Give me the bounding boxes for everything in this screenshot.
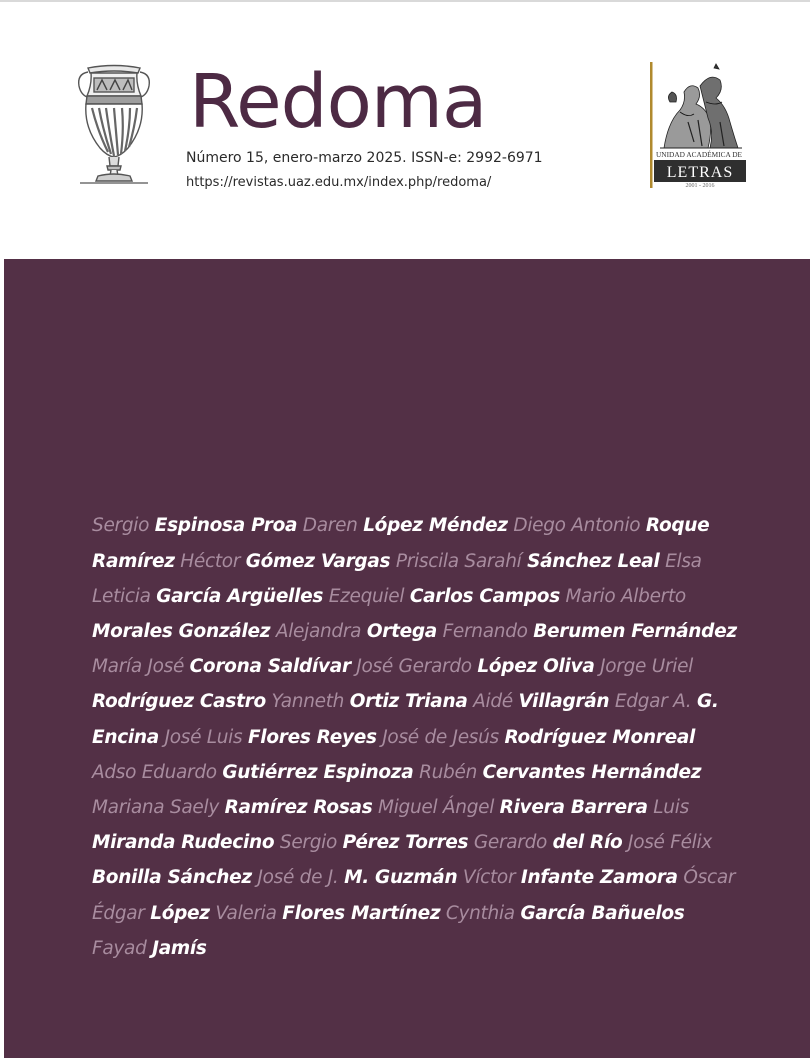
author-entry — [382, 727, 695, 748]
logo-years: 2001 - 2016 — [685, 183, 715, 188]
author-surname: Flores Martínez — [282, 902, 441, 924]
author-given-name: Sergio — [92, 515, 150, 537]
author-surname: Rodríguez Monreal — [504, 726, 696, 748]
author-given-name: Víctor — [462, 867, 516, 889]
author-entry — [473, 691, 609, 712]
author-surname: Espinosa Proa — [154, 515, 298, 537]
author-list — [92, 508, 742, 966]
author-surname: Cervantes Hernández — [482, 761, 702, 783]
author-given-name: José Luis — [164, 726, 243, 748]
author-entry — [165, 727, 377, 748]
author-surname: Berumen Fernández — [533, 620, 737, 642]
author-surname: Rodríguez Castro — [92, 691, 266, 713]
author-surname: del Río — [552, 832, 623, 854]
author-entry — [92, 515, 297, 536]
author-entry — [280, 832, 468, 853]
author-given-name: José de Jesús — [382, 726, 499, 748]
author-surname: Pérez Torres — [342, 832, 469, 854]
author-entry — [446, 903, 685, 924]
author-entry — [180, 551, 390, 572]
author-entry — [271, 691, 467, 712]
author-surname: García Bañuelos — [520, 902, 685, 924]
author-given-name: Gerardo — [473, 832, 548, 854]
author-surname: Corona Saldívar — [189, 656, 351, 678]
author-entry — [419, 762, 701, 783]
author-entry — [276, 621, 437, 642]
author-given-name: Fernando — [442, 620, 528, 642]
author-given-name: Ezequiel — [328, 585, 405, 607]
author-entry — [92, 797, 372, 818]
author-surname: Infante Zamora — [520, 867, 678, 889]
author-given-name: Elsa Leticia — [92, 550, 702, 607]
author-surname: Bonilla Sánchez — [92, 867, 252, 889]
author-surname: Villagrán — [518, 691, 610, 713]
journal-title: Redoma — [189, 59, 487, 145]
author-entry — [463, 867, 678, 888]
author-entry — [443, 621, 737, 642]
author-entry — [378, 797, 648, 818]
author-surname: López — [150, 902, 210, 924]
author-surname: M. Guzmán — [344, 867, 458, 889]
author-surname: Flores Reyes — [247, 726, 377, 748]
author-entry — [257, 867, 457, 888]
author-entry — [329, 586, 560, 607]
author-surname: Ortega — [366, 620, 437, 642]
author-given-name: Mariana Saely — [92, 796, 219, 818]
author-given-name: José de J. — [257, 867, 339, 889]
author-entry — [474, 832, 623, 853]
author-surname: Carlos Campos — [409, 585, 560, 607]
author-entry — [92, 938, 207, 959]
author-given-name: Luis — [653, 796, 689, 818]
author-surname: G. Encina — [92, 691, 719, 748]
author-surname: Jamís — [152, 937, 207, 959]
author-entry — [396, 551, 660, 572]
author-surname: Morales González — [92, 620, 271, 642]
author-given-name: Aidé — [473, 691, 513, 713]
author-entry — [215, 903, 440, 924]
author-surname: Ortiz Triana — [349, 691, 468, 713]
issue-line: Número 15, enero-marzo 2025. ISSN-e: 2992-6971 — [186, 150, 543, 166]
author-given-name: José Gerardo — [356, 656, 472, 678]
author-surname: Gutiérrez Espinoza — [222, 761, 414, 783]
author-given-name: Yanneth — [271, 691, 345, 713]
author-entry — [92, 656, 351, 677]
author-entry — [303, 515, 508, 536]
author-given-name: Fayad — [92, 937, 147, 959]
author-given-name: Cynthia — [445, 902, 515, 924]
author-given-name: Priscila Sarahí — [395, 550, 522, 572]
author-given-name: Adso Eduardo — [92, 761, 217, 783]
cover-header — [0, 2, 810, 257]
author-given-name: Daren — [302, 515, 358, 537]
author-given-name: Jorge Uriel — [600, 656, 694, 678]
logo-caption-big: LETRAS — [666, 164, 734, 181]
author-given-name: José Félix — [628, 832, 712, 854]
author-surname: Rivera Barrera — [499, 796, 648, 818]
author-given-name: Alejandra — [275, 620, 362, 642]
journal-url[interactable]: https://revistas.uaz.edu.mx/index.php/redoma/ — [186, 175, 492, 190]
author-surname: Ramírez Rosas — [224, 796, 373, 818]
author-entry — [356, 656, 594, 677]
vase-logo — [74, 62, 154, 188]
author-entry — [92, 762, 413, 783]
author-given-name: Edgar A. — [614, 691, 692, 713]
author-surname: Sánchez Leal — [527, 550, 660, 572]
author-surname: García Argüelles — [156, 585, 324, 607]
author-given-name: Héctor — [180, 550, 241, 572]
logo-caption-small: UNIDAD ACADÉMICA DE — [656, 151, 742, 159]
author-surname: Miranda Rudecino — [92, 832, 275, 854]
author-given-name: Miguel Ángel — [378, 796, 495, 818]
author-given-name: María José — [92, 656, 185, 678]
author-given-name: Sergio — [279, 832, 338, 854]
author-surname: López Méndez — [363, 515, 508, 537]
author-surname: Gómez Vargas — [245, 550, 391, 572]
unidad-academica-letras-logo — [650, 62, 748, 188]
author-surname: López Oliva — [477, 656, 595, 678]
author-given-name: Rubén — [419, 761, 477, 783]
author-given-name: Óscar Édgar — [92, 867, 736, 924]
author-given-name: Diego Antonio — [513, 515, 641, 537]
author-given-name: Valeria — [215, 902, 277, 924]
author-given-name: Mario Alberto — [565, 585, 686, 607]
author-surname: Roque Ramírez — [92, 515, 710, 572]
